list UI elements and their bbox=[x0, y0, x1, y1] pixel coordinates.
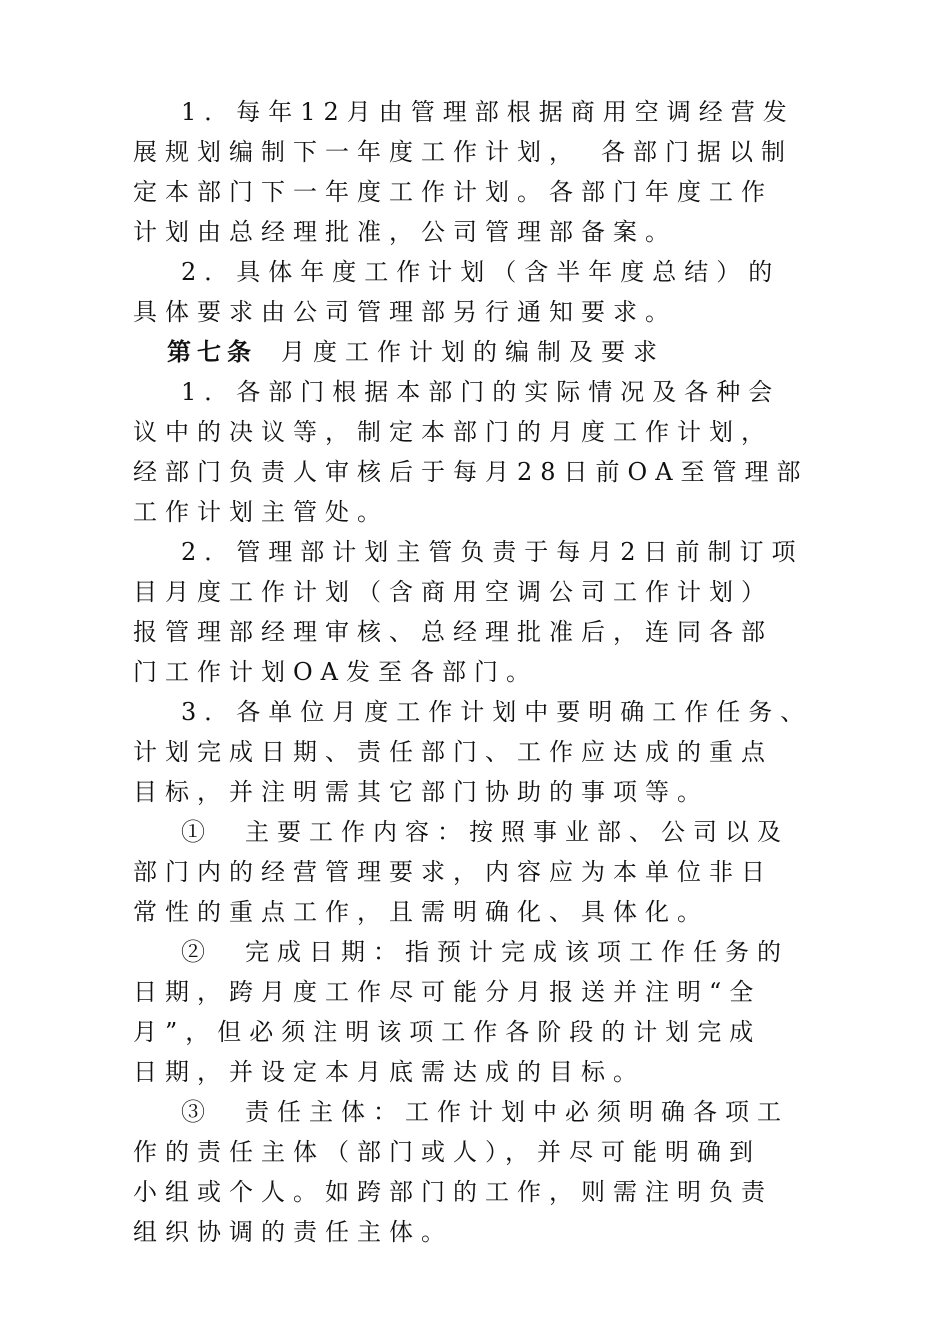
paragraph-line: 门工作计划OA发至各部门。 bbox=[133, 658, 539, 686]
paragraph-line: 3．各单位月度工作计划中要明确工作任务、 bbox=[181, 698, 813, 726]
paragraph-line: 组织协调的责任主体。 bbox=[133, 1218, 453, 1246]
paragraph-line: 目标，并注明需其它部门协助的事项等。 bbox=[133, 778, 709, 806]
paragraph-line: 展规划编制下一年度工作计划， 各部门据以制 bbox=[133, 138, 793, 166]
paragraph-line: 日期，跨月度工作尽可能分月报送并注明“全 bbox=[133, 978, 762, 1006]
paragraph-line: ② 完成日期：指预计完成该项工作任务的 bbox=[181, 938, 789, 966]
paragraph-line: 计划完成日期、责任部门、工作应达成的重点 bbox=[133, 738, 773, 766]
paragraph-line: ① 主要工作内容：按照事业部、公司以及 bbox=[181, 818, 789, 846]
paragraph-line: 日期，并设定本月底需达成的目标。 bbox=[133, 1058, 645, 1086]
paragraph-line: 常性的重点工作，且需明确化、具体化。 bbox=[133, 898, 709, 926]
paragraph-line: 小组或个人。如跨部门的工作，则需注明负责 bbox=[133, 1178, 773, 1206]
paragraph-line: 经部门负责人审核后于每月28日前OA至管理部 bbox=[133, 458, 809, 486]
paragraph-line: 2．管理部计划主管负责于每月2日前制订项 bbox=[181, 538, 804, 566]
paragraph-line: 月”，但必须注明该项工作各阶段的计划完成 bbox=[133, 1018, 762, 1046]
document-body bbox=[133, 92, 813, 1252]
paragraph-line: 部门内的经营管理要求，内容应为本单位非日 bbox=[133, 858, 773, 886]
paragraph-line: 1．每年12月由管理部根据商用空调经营发 bbox=[181, 98, 795, 126]
paragraph-line: ③ 责任主体：工作计划中必须明确各项工 bbox=[181, 1098, 789, 1126]
paragraph-line: 具体要求由公司管理部另行通知要求。 bbox=[133, 298, 677, 326]
paragraph-line: 计划由总经理批准，公司管理部备案。 bbox=[133, 218, 677, 246]
paragraph-line: 作的责任主体（部门或人），并尽可能明确到 bbox=[133, 1138, 761, 1166]
article-number: 第七条 bbox=[167, 337, 257, 366]
section-heading bbox=[133, 332, 813, 372]
paragraph-line: 目月度工作计划（含商用空调公司工作计划） bbox=[133, 578, 773, 606]
section-title: 月度工作计划的编制及要求 bbox=[281, 338, 665, 366]
paragraph-line: 定本部门下一年度工作计划。各部门年度工作 bbox=[133, 178, 773, 206]
paragraph-line: 2．具体年度工作计划（含半年度总结）的 bbox=[181, 258, 781, 286]
paragraph-line: 工作计划主管处。 bbox=[133, 498, 389, 526]
paragraph-line: 报管理部经理审核、总经理批准后，连同各部 bbox=[133, 618, 773, 646]
paragraph-line: 1．各部门根据本部门的实际情况及各种会 bbox=[181, 378, 781, 406]
paragraph-line: 议中的决议等，制定本部门的月度工作计划， bbox=[133, 418, 773, 446]
